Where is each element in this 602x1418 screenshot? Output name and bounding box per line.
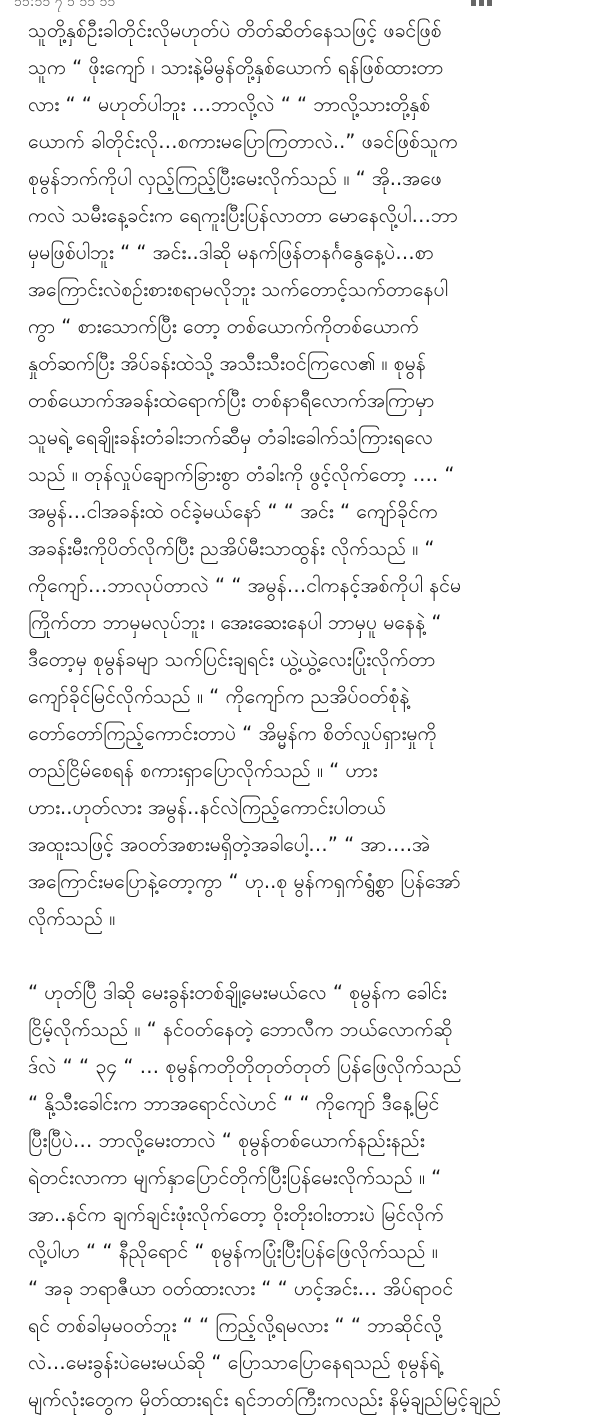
- text-line: ကြိုက်တာ ဘာမှမလုပ်ဘူး ၊ အေးဆေးနေပါ ဘာမှပူ မနေနဲ့ “: [28, 611, 442, 634]
- text-line: သည် ။ တုန်လှုပ်ချောက်ခြားစွာ တံခါးကို ဖွင့်လိုက်တော့ …. “: [28, 463, 455, 486]
- status-bar: [0, 0, 602, 12]
- text-line: မျက်လုံးတွေက မှိတ်ထားရင်း ရင်ဘတ်ကြီးကလည်း နိမ့်ချည်မြင့်ချည်: [28, 1388, 502, 1411]
- text-line: သူက “ ဖိုးကျော် ၊ သားနဲ့မိမွန်တို့နှစ်ယောက် ရန်ဖြစ်ထားတာ: [28, 56, 444, 79]
- text-line: အကြောင်းလဲစဉ်းစားစရာမလိုဘူး သက်တောင့်သက်တာနေပါ: [28, 278, 448, 301]
- text-line: ယောက် ခါတိုင်းလို…စကားမပြောကြတာလဲ..” ဖခင်ဖြစ်သူက: [28, 130, 458, 153]
- article-body: [28, 12, 588, 1418]
- text-line: အခန်းမီးကိုပိတ်လိုက်ပြီး ညအိပ်မီးသာထွန်း လိုက်သည် ။ “: [28, 537, 435, 560]
- text-line: ကိုကျော်…ဘာလုပ်တာလဲ “ “ အမွန်…ငါကနင့်အစ်ကိုပါ နင်မ: [28, 574, 462, 597]
- text-line: ငြိမ့်လိုက်သည် ။ “ နင်ဝတ်နေတဲ့ ဘောလီက ဘယ်လောက်ဆို: [28, 1018, 453, 1041]
- text-line: မှမဖြစ်ပါဘူး “ “ အင်း..ဒါဆို မနက်ဖြန်တနင်္ဂနွေနေ့ပဲ…စာ: [28, 241, 434, 264]
- text-line: “ အခု ဘရာဇီယာ ဝတ်ထားလား “ “ ဟင့်အင်း… အိပ်ရာဝင်: [28, 1277, 454, 1300]
- text-line: လား “ “ မဟုတ်ပါဘူး …ဘာလို့လဲ “ “ ဘာလို့သားတို့နှစ်: [28, 93, 431, 116]
- text-line: ကလဲ သမီးနေ့ခင်းက ရေကူးပြီးပြန်လာတာ မောနေလို့ပါ…ဘာ: [28, 204, 458, 227]
- text-line: သူမရဲ့ ရေချိုးခန်းတံခါးဘက်ဆီမှ တံခါးခေါက်သံကြားရလေ: [28, 426, 434, 449]
- text-line: တော်တော်ကြည့်ကောင်းတာပဲ “ အိမ္မန်က စိတ်လှုပ်ရှားမှုကို: [28, 722, 437, 745]
- text-line: လိုက်သည် ။: [28, 907, 116, 930]
- text-line: “ ဟုတ်ပြီ ဒါဆို မေးခွန်းတစ်ချို့မေးမယ်လေ “ စုမွန်က ခေါင်း: [28, 981, 447, 1004]
- text-line: နှုတ်ဆက်ပြီး အိပ်ခန်းထဲသို့ အသီးသီးဝင်ကြလေ၏ ။ စုမွန်: [28, 352, 426, 375]
- text-line: အထူးသဖြင့် အဝတ်အစားမရှိတဲ့အခါပေါ့…” “ အာ….အဲ: [28, 833, 430, 856]
- text-line: လို့ပါဟ “ “ နီညိုရောင် “ စုမွန်ကပြုံးပြီးပြန်ဖြေလိုက်သည် ။: [28, 1240, 438, 1263]
- text-line: ကွာ “ စားသောက်ပြီး တော့ တစ်ယောက်ကိုတစ်ယောက်: [28, 315, 419, 338]
- text-line: ကျော်ခိုင်မြင်လိုက်သည် ။ “ ကိုကျော်က ညအိပ်ဝတ်စုံနဲ့: [28, 685, 410, 708]
- paragraph: [28, 974, 588, 1418]
- text-line: “ နို့သီးခေါင်းက ဘာအရောင်လဲဟင် “ “ ကိုကျော် ဒီနေ့မြင်: [28, 1092, 440, 1115]
- text-line: လဲ…မေးခွန်းပဲမေးမယ်ဆို “ ပြောသာပြောနေရသည် စုမွန်ရဲ့: [28, 1351, 441, 1374]
- text-line: ရင် တစ်ခါမှမဝတ်ဘူး “ “ ကြည့်လို့ရမလား “ “ ဘာဆိုင်လို့: [28, 1314, 442, 1337]
- signal-icon: [471, 0, 492, 6]
- text-line: တည်ငြိမ်စေရန် စကားရှာပြောလိုက်သည် ။ “ ဟား: [28, 759, 378, 782]
- paragraph-gap: [28, 937, 588, 974]
- text-line: ပြီးပြီပဲ… ဘာလို့မေးတာလဲ “ စုမွန်တစ်ယောက်နည်းနည်း: [28, 1129, 425, 1152]
- text-line: ဒ်လဲ “ “ ၃၄ “ … စုမွန်ကတိုတိုတုတ်တုတ် ပြန်ဖြေလိုက်သည်: [28, 1055, 462, 1078]
- text-line: ဒီတော့မှ စုမွန်ခမျာ သက်ပြင်းချရင်း ယွဲ့ယွဲ့လေးပြုံးလိုက်တာ: [28, 648, 436, 671]
- text-line: စုမွန်ဘက်ကိုပါ လှည့်ကြည့်ပြီးမေးလိုက်သည် ။ “ အို..အဖေ: [28, 167, 442, 190]
- text-line: တစ်ယောက်အခန်းထဲရောက်ပြီး တစ်နာရီလောက်အကြာမှာ: [28, 389, 435, 412]
- text-line: အာ..နင်က ချက်ချင်းဖုံးလိုက်တော့ ဝိုးတိုးဝါးတားပဲ မြင်လိုက်: [28, 1203, 444, 1226]
- status-time: ၁၁:၁၁ ၇ ၁ ၁၁ ၁၁: [14, 0, 116, 10]
- text-line: အကြောင်းမပြောနဲ့တော့ကွာ “ ဟု..စု မွန်ကရှက်ရွံ့စွာ ပြန်အော်: [28, 870, 461, 893]
- paragraph: [28, 12, 588, 937]
- text-line: အမွန်…ငါအခန်းထဲ ဝင်ခဲ့မယ်နော် “ “ အင်း “ ကျော်ခိုင်က: [28, 500, 438, 523]
- text-line: သူတို့နှစ်ဦးခါတိုင်းလိုမဟုတ်ပဲ တိတ်ဆိတ်နေသဖြင့် ဖခင်ဖြစ်: [28, 19, 442, 42]
- text-line: ဟား..ဟုတ်လား အမွန်..နင်လဲကြည့်ကောင်းပါတယ်: [28, 796, 386, 819]
- text-line: ရဲတင်းလာကာ မျက်နှာပြောင်တိုက်ပြီးပြန်မေးလိုက်သည် ။ “: [28, 1166, 442, 1189]
